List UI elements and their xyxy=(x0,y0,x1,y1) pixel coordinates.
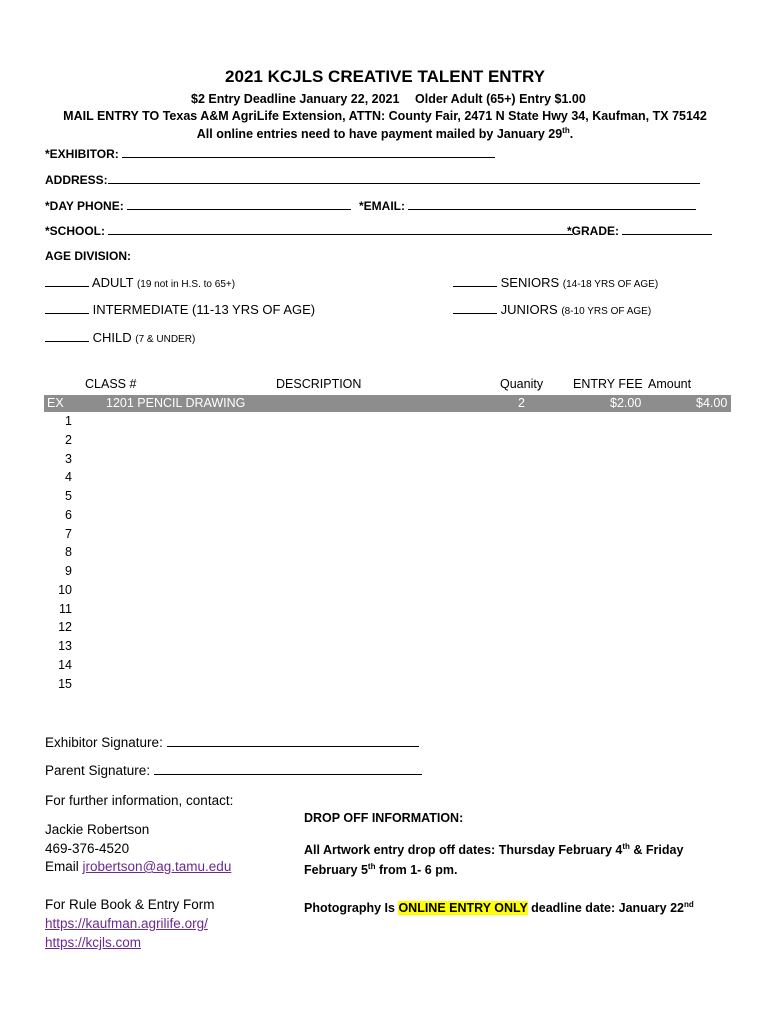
table-row[interactable]: 12 xyxy=(58,620,72,634)
age-child-option[interactable] xyxy=(45,330,195,345)
address-field[interactable] xyxy=(45,172,700,187)
intermediate-blank[interactable] xyxy=(45,302,89,314)
dropoff-line2 xyxy=(304,856,457,881)
dropoff-line1-b: & Friday xyxy=(629,843,684,858)
table-row[interactable]: 7 xyxy=(65,527,72,541)
parent-signature-line[interactable] xyxy=(154,763,422,775)
juniors-blank[interactable] xyxy=(453,302,497,314)
contact-phone: 469-376-4520 xyxy=(45,841,130,856)
exhibitor-signature-label: Exhibitor Signature: xyxy=(45,735,163,750)
dropoff-line1-a: All Artwork entry drop off dates: Thursday February 4 xyxy=(304,843,623,858)
juniors-label: JUNIORS xyxy=(500,302,558,317)
adult-blank[interactable] xyxy=(45,275,89,287)
table-row[interactable]: 4 xyxy=(65,470,72,484)
age-division-label: AGE DIVISION: xyxy=(45,249,132,263)
dropoff-heading: DROP OFF INFORMATION: xyxy=(304,811,464,825)
contact-name: Jackie Robertson xyxy=(45,822,150,837)
grade-field[interactable] xyxy=(567,223,712,238)
col-class: CLASS # xyxy=(85,377,137,391)
exhibitor-signature-line[interactable] xyxy=(167,735,419,747)
photo-text-a: Photography Is xyxy=(304,901,399,916)
seniors-blank[interactable] xyxy=(453,275,497,287)
table-row[interactable]: 14 xyxy=(58,658,72,672)
exhibitor-signature[interactable] xyxy=(45,735,419,750)
day-phone-label: *DAY PHONE: xyxy=(45,199,124,213)
seniors-label: SENIORS xyxy=(500,275,560,290)
col-amount: Amount xyxy=(648,377,692,391)
form-title: 2021 KCJLS CREATIVE TALENT ENTRY xyxy=(225,67,545,86)
email-field[interactable] xyxy=(359,198,696,213)
age-adult-option[interactable] xyxy=(45,275,235,290)
table-row[interactable]: 11 xyxy=(59,602,72,616)
table-row[interactable]: 1 xyxy=(65,414,72,428)
example-entry-fee: $2.00 xyxy=(610,396,642,410)
contact-email-link[interactable]: jrobertson@ag.tamu.edu xyxy=(82,859,232,874)
adult-note: (19 not in H.S. to 65+) xyxy=(136,279,236,290)
example-row xyxy=(44,395,731,412)
address-label: ADDRESS: xyxy=(45,173,108,187)
age-intermediate-option[interactable] xyxy=(45,302,315,317)
online-payment-note xyxy=(0,126,770,141)
juniors-note: (8-10 YRS OF AGE) xyxy=(561,306,652,317)
online-entry-only-highlight: ONLINE ENTRY ONLY xyxy=(398,901,528,916)
age-seniors-option[interactable] xyxy=(453,275,658,290)
col-quantity: Quanity xyxy=(500,377,544,391)
dropoff-line1-sup: th xyxy=(622,842,630,851)
table-row[interactable]: 2 xyxy=(65,433,72,447)
contact-email-label: Email xyxy=(45,859,79,874)
table-row[interactable]: 15 xyxy=(58,677,72,691)
photography-note xyxy=(304,894,694,919)
day-phone-line[interactable] xyxy=(127,198,351,210)
day-phone-field[interactable] xyxy=(45,198,351,213)
exhibitor-label: *EXHIBITOR: xyxy=(45,147,119,161)
example-label: EX xyxy=(47,396,64,410)
age-juniors-option[interactable] xyxy=(453,302,651,317)
table-row[interactable]: 5 xyxy=(65,489,72,503)
mail-entry-address: MAIL ENTRY TO Texas A&M AgriLife Extension, ATTN: County Fair, 2471 N State Hwy 34, Kaufman, TX 75142 xyxy=(63,109,707,123)
contact-email xyxy=(45,857,231,876)
table-row[interactable]: 6 xyxy=(65,508,72,522)
older-adult-fee: Older Adult (65+) Entry $1.00 xyxy=(415,92,586,106)
contact-intro: For further information, contact: xyxy=(45,793,234,808)
dropoff-line2-a: February 5 xyxy=(304,863,368,878)
seniors-note: (14-18 YRS OF AGE) xyxy=(562,279,659,290)
email-line[interactable] xyxy=(408,198,696,210)
example-quantity: 2 xyxy=(518,396,525,410)
entry-deadline: $2 Entry Deadline January 22, 2021 xyxy=(191,92,400,106)
online-note-text: All online entries need to have payment mailed by January 29 xyxy=(196,127,563,142)
school-field[interactable] xyxy=(45,223,573,238)
table-row[interactable]: 8 xyxy=(65,545,72,559)
exhibitor-line[interactable] xyxy=(122,146,495,158)
table-row[interactable]: 9 xyxy=(65,564,72,578)
col-entry-fee: ENTRY FEE xyxy=(573,377,643,391)
photo-sup: nd xyxy=(683,900,694,909)
intermediate-label: INTERMEDIATE (11-13 YRS OF AGE) xyxy=(92,302,316,317)
child-label: CHILD xyxy=(92,330,132,345)
photo-text-b: deadline date: January 22 xyxy=(527,901,684,916)
grade-label: *GRADE: xyxy=(567,224,620,238)
table-row[interactable]: 3 xyxy=(65,452,72,466)
agrilife-link[interactable]: https://kaufman.agrilife.org/ xyxy=(45,916,208,931)
parent-signature[interactable] xyxy=(45,763,422,778)
email-label: *EMAIL: xyxy=(359,199,405,213)
address-line[interactable] xyxy=(108,172,700,184)
adult-label: ADULT xyxy=(91,275,134,290)
online-note-end: . xyxy=(569,127,574,142)
example-amount: $4.00 xyxy=(696,396,728,410)
school-label: *SCHOOL: xyxy=(45,224,105,238)
table-row[interactable]: 13 xyxy=(58,639,72,653)
rulebook-text: For Rule Book & Entry Form xyxy=(45,897,215,912)
child-note: (7 & UNDER) xyxy=(135,334,196,345)
dropoff-line2-sup: th xyxy=(367,862,376,871)
school-line[interactable] xyxy=(108,223,573,235)
grade-line[interactable] xyxy=(622,223,712,235)
example-class-desc: 1201 PENCIL DRAWING xyxy=(106,396,246,410)
online-note-sup: th xyxy=(562,126,570,135)
dropoff-line2-b: from 1- 6 pm. xyxy=(375,863,458,878)
table-row[interactable]: 10 xyxy=(58,583,72,597)
exhibitor-field[interactable] xyxy=(45,146,495,161)
parent-signature-label: Parent Signature: xyxy=(45,763,151,778)
kcjls-link[interactable]: https://kcjls.com xyxy=(45,935,142,950)
col-description: DESCRIPTION xyxy=(276,377,362,391)
child-blank[interactable] xyxy=(45,330,89,342)
